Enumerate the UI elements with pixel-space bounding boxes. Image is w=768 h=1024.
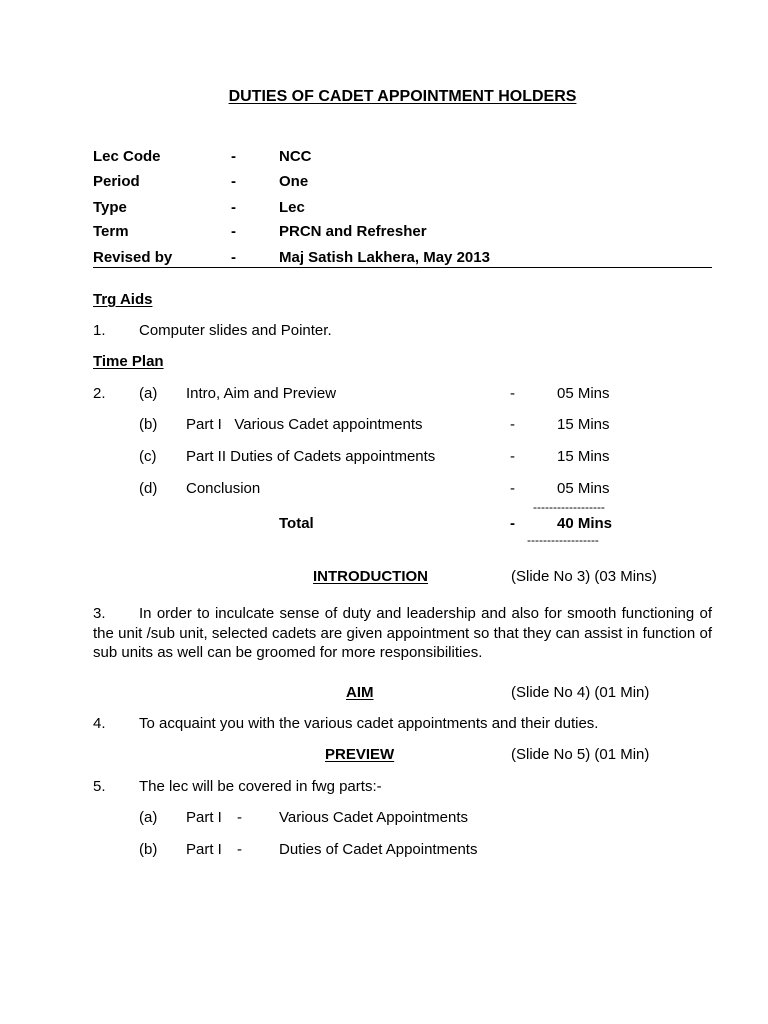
row-separator: -	[510, 385, 515, 402]
paragraph-number: 3.	[93, 605, 106, 622]
item-number: 1.	[93, 322, 106, 339]
row-text: Conclusion	[186, 480, 261, 497]
item-text: To acquaint you with the various cadet appointments and their duties.	[139, 715, 599, 732]
row-time: 15 Mins	[557, 448, 610, 465]
part-separator: -	[237, 809, 242, 826]
total-label: Total	[279, 515, 314, 532]
section-heading-introduction: INTRODUCTION	[313, 568, 428, 585]
meta-value: PRCN and Refresher	[279, 223, 427, 240]
part-label: Part I	[186, 841, 222, 858]
section-heading-time-plan: Time Plan	[93, 353, 164, 370]
section-heading-trg-aids: Trg Aids	[93, 291, 153, 308]
slide-reference: (Slide No 3) (03 Mins)	[511, 568, 657, 585]
meta-separator: -	[231, 223, 236, 240]
slide-reference: (Slide No 5) (01 Min)	[511, 746, 650, 763]
row-text: Intro, Aim and Preview	[186, 385, 337, 402]
row-time: 05 Mins	[557, 385, 610, 402]
paragraph-text: In order to inculcate sense of duty and leadership and also for smooth functioning of the unit /sub unit, selected cadets are given appointment so that they can assist in function of sub units as well can be groomed for more responsibilities.	[93, 605, 712, 661]
row-separator: -	[510, 480, 515, 497]
item-text: Computer slides and Pointer.	[139, 322, 332, 339]
section-heading-aim: AIM	[346, 684, 374, 701]
meta-label: Lec Code	[93, 148, 161, 165]
row-letter: (c)	[139, 448, 157, 465]
meta-label: Period	[93, 173, 140, 190]
row-letter: (d)	[139, 480, 158, 497]
section-heading-preview: PREVIEW	[325, 746, 395, 763]
meta-value: Lec	[279, 199, 305, 216]
item-number: 2.	[93, 385, 106, 402]
row-letter: (b)	[139, 416, 158, 433]
slide-reference: (Slide No 4) (01 Min)	[511, 684, 650, 701]
part-letter: (b)	[139, 841, 158, 858]
part-text: Duties of Cadet Appointments	[279, 841, 478, 858]
row-time: 15 Mins	[557, 416, 610, 433]
row-text: Part I Various Cadet appointments	[186, 416, 423, 433]
meta-label: Term	[93, 223, 129, 240]
page-title: DUTIES OF CADET APPOINTMENT HOLDERS	[228, 88, 577, 105]
total-time: 40 Mins	[557, 515, 613, 532]
part-separator: -	[237, 841, 242, 858]
item-text: The lec will be covered in fwg parts:-	[139, 778, 382, 795]
meta-label: Revised by	[93, 249, 173, 266]
row-time: 05 Mins	[557, 480, 610, 497]
total-rule-top: ------------------	[533, 500, 605, 514]
part-text: Various Cadet Appointments	[279, 809, 469, 826]
row-separator: -	[510, 416, 515, 433]
item-number: 4.	[93, 715, 106, 732]
item-number: 5.	[93, 778, 106, 795]
row-separator: -	[510, 448, 515, 465]
part-label: Part I	[186, 809, 222, 826]
meta-separator: -	[231, 173, 236, 190]
paragraph-introduction	[93, 604, 712, 663]
meta-separator: -	[231, 199, 236, 216]
row-letter: (a)	[139, 385, 158, 402]
total-rule-bottom: ------------------	[527, 533, 599, 547]
part-letter: (a)	[139, 809, 158, 826]
meta-value: Maj Satish Lakhera, May 2013	[279, 249, 490, 266]
total-separator: -	[510, 515, 515, 532]
meta-value: One	[279, 173, 309, 190]
header-divider	[93, 267, 712, 268]
meta-separator: -	[231, 148, 236, 165]
row-text: Part II Duties of Cadets appointments	[186, 448, 436, 465]
meta-value: NCC	[279, 148, 312, 165]
meta-separator: -	[231, 249, 236, 266]
meta-label: Type	[93, 199, 127, 216]
